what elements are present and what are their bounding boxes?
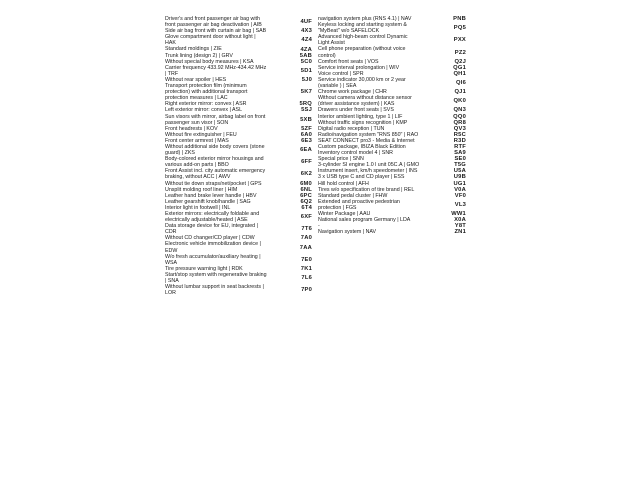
equipment-description: Electronic vehicle immobilization device | EDW xyxy=(165,241,261,254)
equipment-description: Cell phone preparation (without voice control) xyxy=(318,46,406,59)
equipment-list-right-column xyxy=(318,16,466,235)
equipment-code: QV3 xyxy=(453,125,466,132)
equipment-entry xyxy=(165,272,312,284)
equipment-code: 6T4 xyxy=(301,204,312,211)
equipment-code: 7AA xyxy=(299,244,312,251)
equipment-description: Navigation system | NAV xyxy=(318,229,377,236)
equipment-description: Special price | SNN xyxy=(318,156,364,163)
equipment-entry xyxy=(165,284,312,296)
equipment-description: Data storage device for EU, integrated | CDR xyxy=(165,223,258,236)
equipment-code: U5A xyxy=(453,168,466,175)
equipment-code: 7A0 xyxy=(300,235,312,242)
equipment-code: ZN1 xyxy=(454,229,466,236)
equipment-description: Leather gearshift knob/handle | SAG xyxy=(165,198,251,205)
equipment-code: R5C xyxy=(453,131,466,138)
equipment-entry xyxy=(165,254,312,266)
equipment-code: 5K7 xyxy=(300,89,312,96)
equipment-code: PZ2 xyxy=(454,49,466,56)
equipment-entry xyxy=(165,16,312,28)
equipment-code: 5SJ xyxy=(301,107,312,114)
equipment-code: QG1 xyxy=(453,64,466,71)
equipment-description: Drawers under front seats | SVS xyxy=(318,107,394,114)
equipment-description: Service interval prolongation | WIV xyxy=(318,64,400,71)
equipment-code: 5RQ xyxy=(299,101,312,108)
equipment-description: Comfort front seats | VOS xyxy=(318,58,379,65)
equipment-description: National sales program Germany | LDA xyxy=(318,217,411,224)
equipment-code: R3D xyxy=(453,137,466,144)
equipment-description: Side air bag front with curtain air bag | SAB xyxy=(165,28,267,35)
equipment-description: Body-colored exterior mirror housings and various add-on parts | BBO xyxy=(165,156,264,169)
equipment-description: 3-cylinder SI engine 1.0 l unit 05C.A | GMO xyxy=(318,162,420,169)
equipment-entry xyxy=(165,211,312,223)
equipment-description: Without camera without distance sensor (driver assistance system) | KAS xyxy=(318,95,412,108)
equipment-entry xyxy=(318,199,466,211)
equipment-description: Glove compartment door without light | HAK xyxy=(165,34,256,47)
equipment-entry xyxy=(165,168,312,180)
equipment-entry xyxy=(318,46,466,58)
equipment-description: Without lumbar support in seat backrests | LOR xyxy=(165,284,264,297)
equipment-description: Standard pedal cluster | FHW xyxy=(318,192,388,199)
equipment-code: VF0 xyxy=(454,192,466,199)
equipment-code: PQ5 xyxy=(453,25,466,32)
equipment-code: 6E3 xyxy=(301,137,312,144)
equipment-entry xyxy=(165,83,312,101)
equipment-description: Custom package, IBIZA Black Edition xyxy=(318,143,406,150)
equipment-description: Start/stop system with regenerative braking | SNA xyxy=(165,271,267,285)
equipment-description: Voice control | SPR xyxy=(318,70,364,77)
equipment-code: 7E0 xyxy=(301,256,312,263)
equipment-code: 6Q2 xyxy=(300,198,312,205)
equipment-code: U9B xyxy=(453,174,466,181)
equipment-entry xyxy=(318,95,466,107)
equipment-code: QJ1 xyxy=(454,89,466,96)
equipment-description: Keyless locking and starting system & "MyBeat" w/o SAFELOCK xyxy=(318,22,407,35)
equipment-code: RTF xyxy=(454,144,466,151)
equipment-code: QH1 xyxy=(453,70,466,77)
equipment-description: Without traffic signs recognition | KMP xyxy=(318,119,408,126)
equipment-code: 6FF xyxy=(301,159,312,166)
equipment-description: Front Assist incl. city automatic emergency braking, without ACC | AWV xyxy=(165,168,266,181)
equipment-code: QK0 xyxy=(453,98,466,105)
equipment-code: X0A xyxy=(454,217,466,224)
equipment-description: Without fire extinguisher | FEU xyxy=(165,131,237,138)
equipment-code: 4X3 xyxy=(301,28,312,35)
equipment-code: SE0 xyxy=(454,156,466,163)
equipment-code: 6EA xyxy=(300,147,312,154)
equipment-code: 6NL xyxy=(300,186,312,193)
equipment-entry xyxy=(165,144,312,156)
equipment-description: Left exterior mirror: convex | ASL xyxy=(165,107,243,114)
equipment-code: 6XF xyxy=(300,214,312,221)
equipment-entry xyxy=(165,241,312,253)
equipment-description: Without rear spoiler | HES xyxy=(165,76,227,83)
equipment-description: Leather hand brake lever handle | HBV xyxy=(165,192,257,199)
equipment-description: Without special body measures | KSA xyxy=(165,58,254,65)
equipment-code: QR8 xyxy=(453,119,466,126)
equipment-description: Unsplit molding roof liner | HIM xyxy=(165,186,238,193)
equipment-code: 6A0 xyxy=(300,131,312,138)
equipment-description: Hill hold control | AFH xyxy=(318,180,369,187)
equipment-code: 5AB xyxy=(299,52,312,59)
equipment-description: Tires w/o specification of tire brand | REL xyxy=(318,186,415,193)
equipment-description: Inventory control model 4 | SNR xyxy=(318,150,393,157)
equipment-code: QN3 xyxy=(453,107,466,114)
equipment-entry xyxy=(318,34,466,46)
equipment-code: 4UF xyxy=(300,19,312,26)
equipment-code: PXX xyxy=(453,37,466,44)
equipment-description: Front center armrest | MAS xyxy=(165,137,229,144)
equipment-code: VL3 xyxy=(454,201,466,208)
equipment-description: Right exterior mirror: convex | ASR xyxy=(165,101,247,108)
equipment-code: Q2J xyxy=(454,58,466,65)
equipment-code: PNB xyxy=(453,16,466,23)
equipment-description: W/o fresh accumulator/auxiliary heating | WSA xyxy=(165,253,261,266)
equipment-code: 7L6 xyxy=(301,275,312,282)
equipment-entry xyxy=(165,223,312,235)
equipment-description: Interior ambient lighting, type 1 | LIF xyxy=(318,113,403,120)
equipment-description: Transport protection film (minimum protection) with additional transport protection measures | LAC xyxy=(165,83,248,102)
equipment-description: Without CD changer/CD player | CDW xyxy=(165,235,255,242)
equipment-description: Trunk lining (design 2) | GRV xyxy=(165,52,233,59)
equipment-code: 7K1 xyxy=(300,265,312,272)
equipment-description: - xyxy=(318,223,320,230)
equipment-description: Extended and proactive pedestrian protection | FGS xyxy=(318,198,400,211)
equipment-description: Standard moldings | ZIE xyxy=(165,46,222,53)
equipment-description: Exterior mirrors: electrically foldable and electrically adjustable/heated | ASE xyxy=(165,211,260,224)
equipment-code: 7P0 xyxy=(301,287,312,294)
equipment-entry xyxy=(165,156,312,168)
equipment-entry xyxy=(318,22,466,34)
equipment-code: 4ZA xyxy=(300,46,312,53)
equipment-code: 5D1 xyxy=(300,67,312,74)
equipment-code: WW1 xyxy=(451,211,466,218)
equipment-code: 4Z4 xyxy=(301,37,312,44)
equipment-code: 5C0 xyxy=(300,58,312,65)
equipment-code: V0A xyxy=(454,186,466,193)
equipment-code: QQ0 xyxy=(453,113,466,120)
equipment-code: QI6 xyxy=(456,80,466,87)
equipment-description: Advanced high-beam control Dynamic Light Assist xyxy=(318,34,408,47)
equipment-code: Y8T xyxy=(454,223,466,230)
equipment-description: Carrier frequency 433.92 MHz-434.42 MHz | TRF xyxy=(165,64,267,77)
equipment-description: Interior light in footwell | INL xyxy=(165,204,231,211)
equipment-entry xyxy=(318,77,466,89)
equipment-description: Without additional side body covers (stone guard) | ZKS xyxy=(165,143,265,157)
equipment-code: 6K2 xyxy=(300,171,312,178)
equipment-code: 6M0 xyxy=(300,180,312,187)
equipment-description: Driver's and front passenger air bag with front passenger air bag deactivation | AIB xyxy=(165,16,262,29)
equipment-description: 3 x USB type C and CD player | ESS xyxy=(318,174,405,181)
equipment-description: Front headrests | KOV xyxy=(165,125,218,132)
equipment-code: UG1 xyxy=(453,180,466,187)
equipment-code: 5ZF xyxy=(301,125,312,132)
equipment-description: SEAT CONNECT pro3 - Media & Internet xyxy=(318,137,415,144)
equipment-code: 5J0 xyxy=(301,76,312,83)
equipment-entry xyxy=(318,229,466,235)
equipment-code: T5G xyxy=(454,162,466,169)
equipment-code: 6PC xyxy=(300,192,312,199)
equipment-description: navigation system plus (RNS 4.1) | NAV xyxy=(318,16,412,22)
equipment-description: Radio/navigation system "RNS 850" | RAO xyxy=(318,131,419,138)
equipment-code: SA9 xyxy=(454,150,466,157)
equipment-description: Digital radio reception | TUN xyxy=(318,125,385,132)
equipment-entry xyxy=(165,65,312,77)
equipment-code: 7T6 xyxy=(301,226,312,233)
equipment-description: Sun visors with mirror, airbag label on front passenger sun visor | SON xyxy=(165,113,266,126)
equipment-description: Chrome work package | CHR xyxy=(318,89,387,96)
equipment-entry xyxy=(165,34,312,46)
equipment-description: Without tie down straps/net/pocket | GPS xyxy=(165,180,262,187)
equipment-description: Instrument insert, km/h speedometer | INS xyxy=(318,168,418,175)
equipment-description: Tire pressure warning light | RDK xyxy=(165,265,243,272)
equipment-description: Winter Package | AAU xyxy=(318,211,371,217)
equipment-list-left-column xyxy=(165,16,312,296)
equipment-description: Service indicator 30,000 km or 2 year (variable ) | SEA xyxy=(318,76,406,90)
equipment-code: 5XB xyxy=(300,116,312,123)
equipment-entry xyxy=(165,114,312,126)
